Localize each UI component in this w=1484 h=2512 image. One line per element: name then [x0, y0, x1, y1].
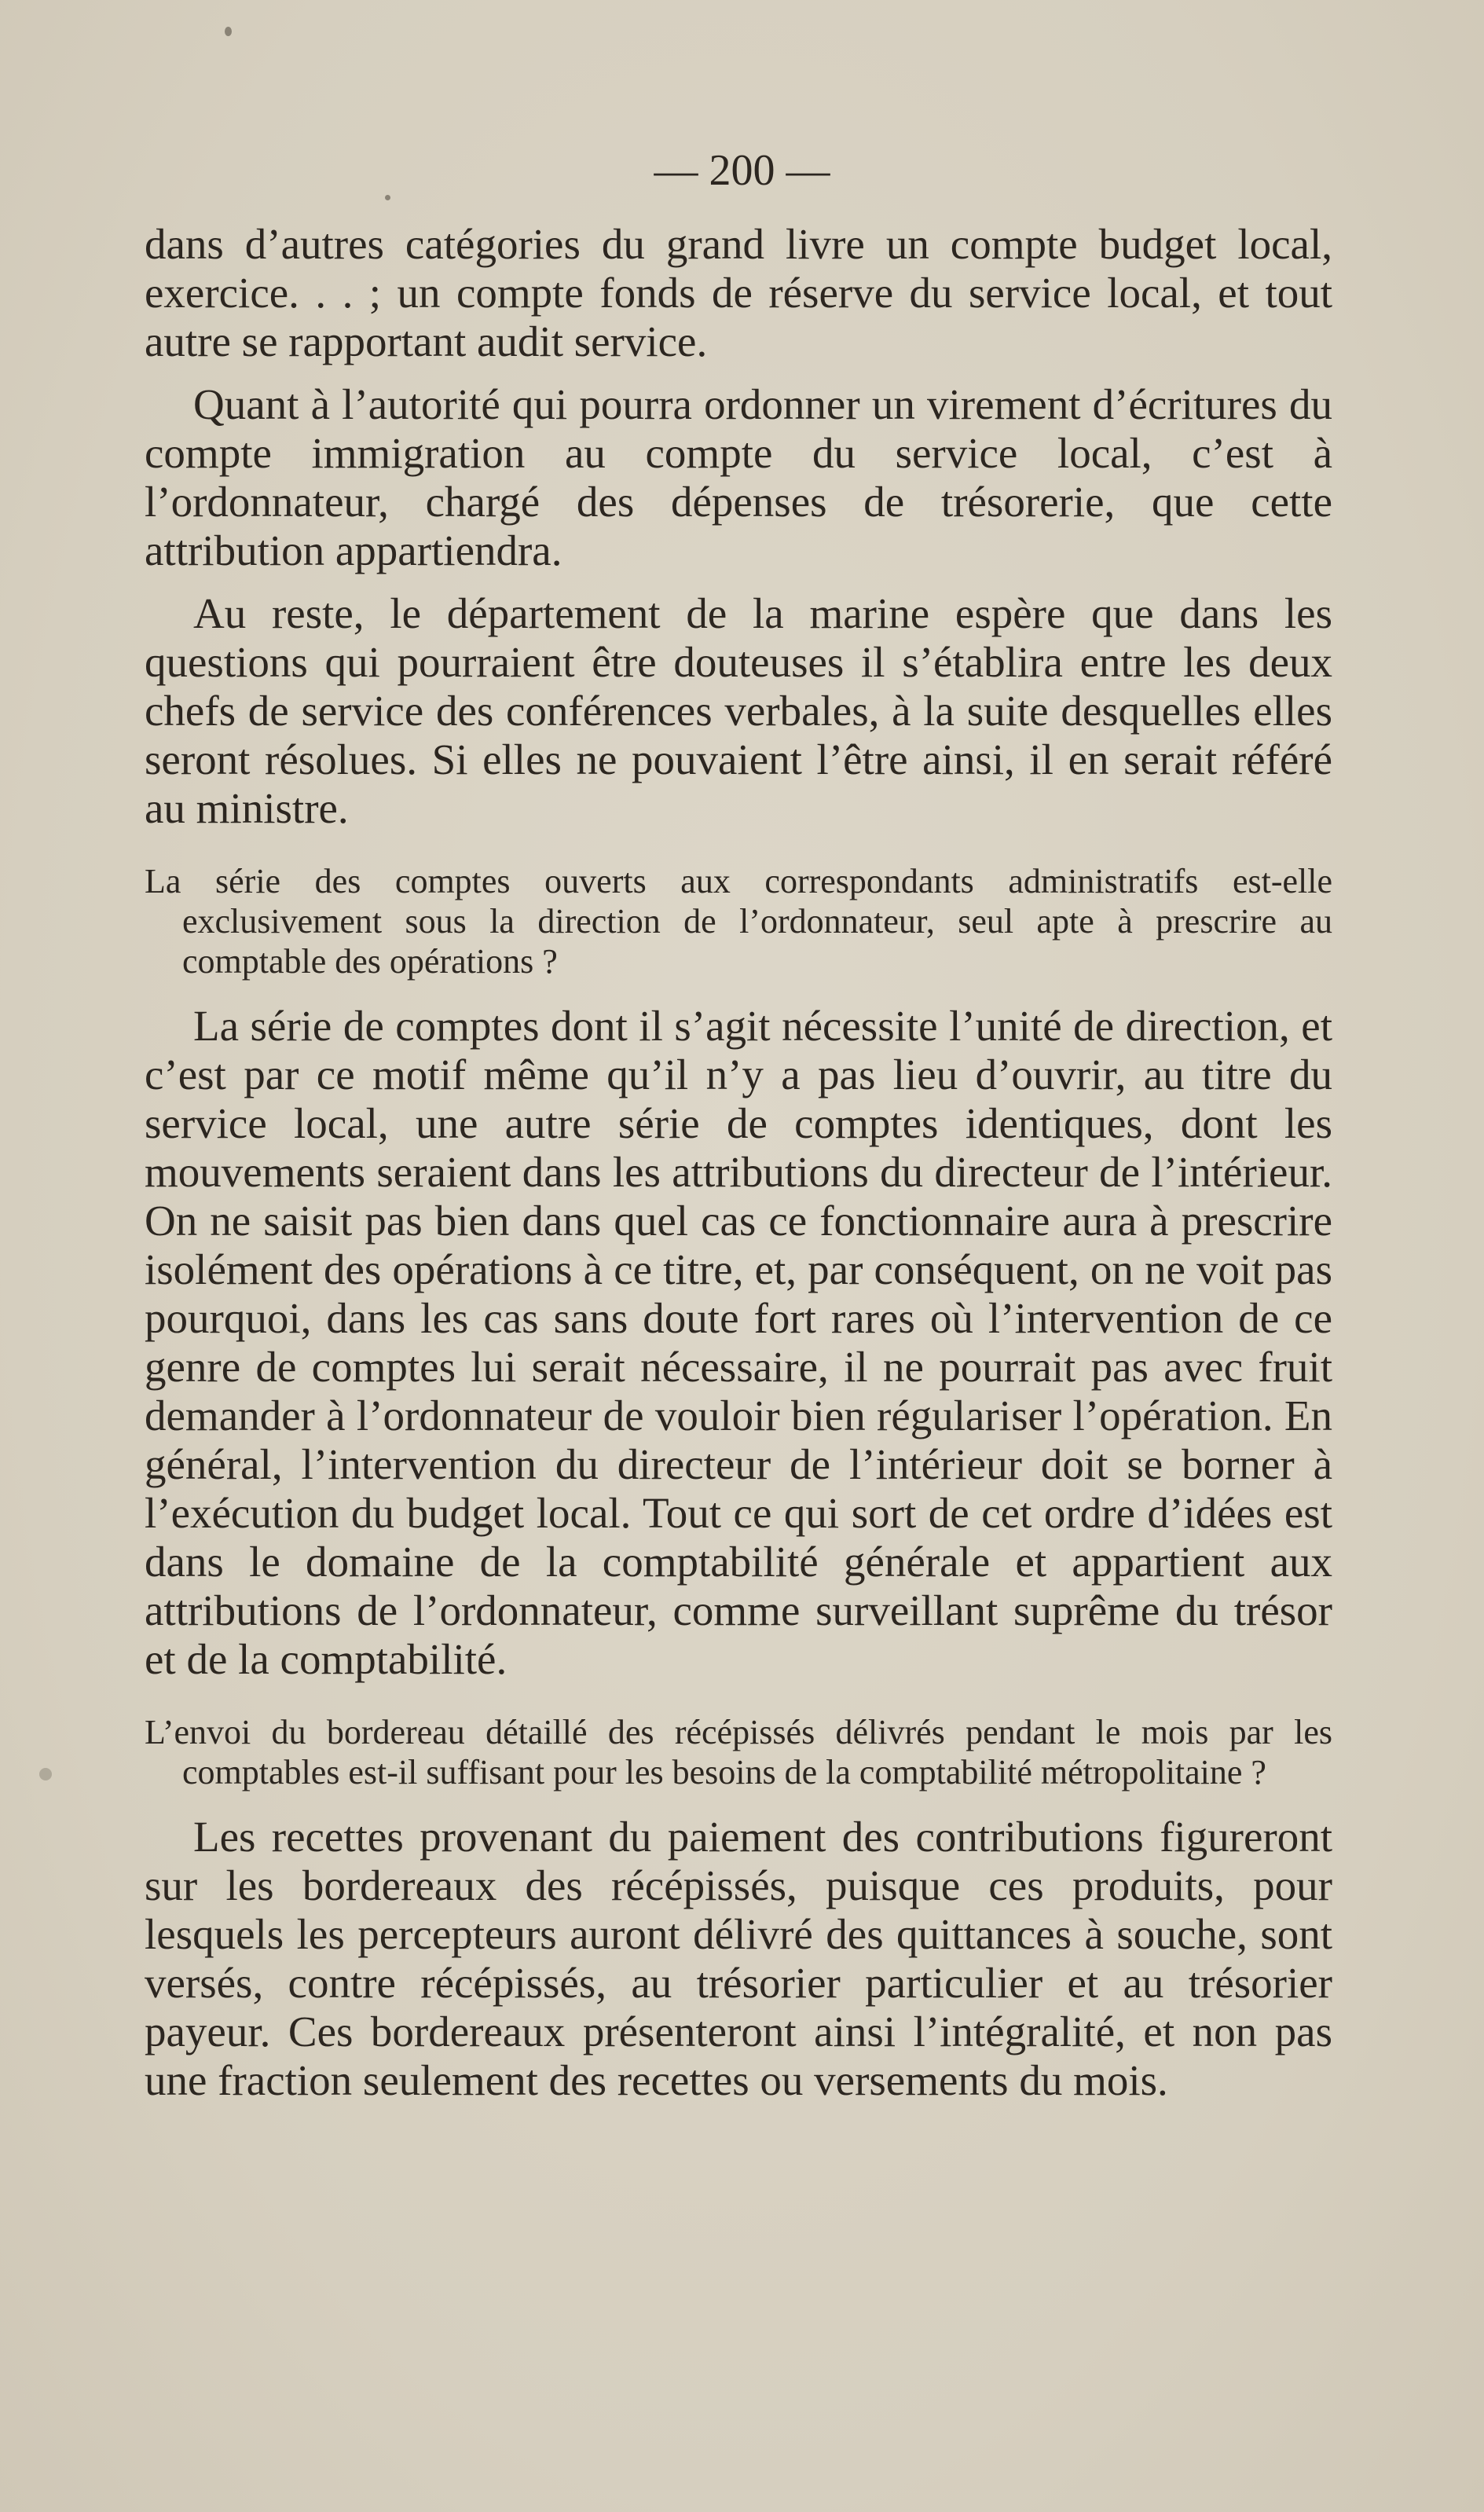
answer-paragraph: dans d’autres catégories du grand livre un compte budget local, exercice. . . ; un compte fonds de réserve du service local, et tout autre se rapportant audit service.	[145, 220, 1332, 365]
answer-paragraph: Les recettes provenant du paiement des contributions figureront sur les bordereaux des récépissés, puisque ces produits, pour lesquels les percepteurs auront délivré des quittances à souche, sont versés, contre récépissés, au trésorier particulier et au trésorier payeur. Ces bordereaux présenteront ainsi l’intégralité, et non pas une fraction seulement des recettes ou versements du mois.	[145, 1813, 1332, 2104]
ink-speck	[225, 27, 232, 36]
question-paragraph: L’envoi du bordereau détaillé des récépissés délivrés pendant le mois par les comptables est-il suffisant pour les besoins de la comptabilité métropolitaine ?	[145, 1713, 1332, 1791]
ink-speck	[39, 1768, 52, 1780]
question-paragraph: La série des comptes ouverts aux correspondants administratifs est-elle exclusivement sous la direction de l’ordonnateur, seul apte à prescrire au comptable des opérations ?	[145, 862, 1332, 981]
answer-paragraph: La série de comptes dont il s’agit nécessite l’unité de direction, et c’est par ce motif même qu’il n’y a pas lieu d’ouvrir, au titre du service local, une autre série de comptes identiques, dont les mouvements seraient dans les attributions du directeur de l’intérieur. On ne saisit pas bien dans quel cas ce fonctionnaire aura à prescrire isolément des opérations à ce titre, et, par conséquent, on ne voit pas pourquoi, dans les cas sans doute fort rares où l’intervention de ce genre de comptes lui serait nécessaire, il ne pourrait pas avec fruit demander à l’ordonnateur de vouloir bien régulariser l’opération. En général, l’intervention du directeur de l’intérieur doit se borner à l’exécution du budget local. Tout ce qui sort de cet ordre d’idées est dans le domaine de la comptabilité générale et appartient aux attributions de l’ordonnateur, comme surveillant suprême du trésor et de la comptabilité.	[145, 1002, 1332, 1683]
page-body	[145, 220, 1332, 2105]
answer-paragraph: Au reste, le département de la marine espère que dans les questions qui pourraient être douteuses il s’établira entre les deux chefs de service des conférences verbales, à la suite desquelles elles seront résolues. Si elles ne pouvaient l’être ainsi, il en serait référé au ministre.	[145, 589, 1332, 832]
page-number-header: — 200 —	[654, 146, 830, 195]
answer-paragraph: Quant à l’autorité qui pourra ordonner un virement d’écritures du compte immigration au compte du service local, c’est à l’ordonnateur, chargé des dépenses de trésorerie, que cette attribution appartiendra.	[145, 380, 1332, 574]
